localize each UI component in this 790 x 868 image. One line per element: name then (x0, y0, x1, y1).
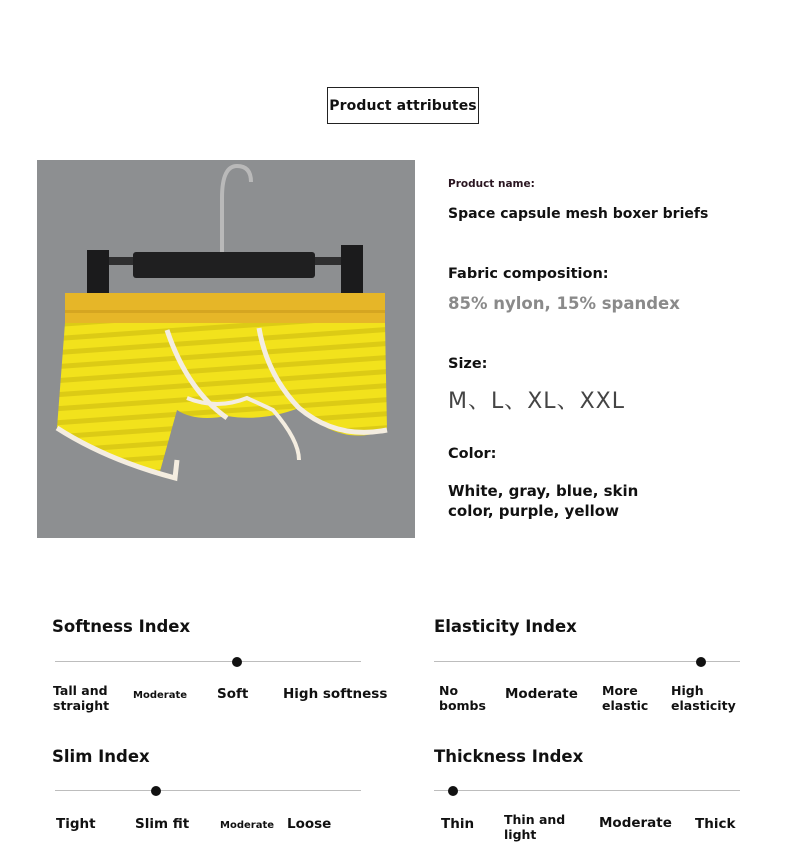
thickness-label-1: Thin (441, 816, 475, 832)
softness-label-1: Tall and straight (53, 683, 110, 713)
elasticity-label-2: Moderate (505, 686, 578, 702)
elasticity-label-4: High elasticity (671, 683, 736, 713)
size-value: M、L、XL、XXL (448, 389, 625, 414)
fabric-label: Fabric composition: (448, 266, 609, 282)
thickness-label-3: Moderate (599, 815, 672, 831)
slim-label-4: Loose (287, 816, 332, 832)
thickness-index-marker (448, 786, 458, 796)
slim-label-2: Slim fit (135, 816, 190, 832)
slim-index-track (55, 790, 361, 791)
fabric-value: 85% nylon, 15% spandex (448, 294, 680, 313)
slim-index-title: Slim Index (52, 747, 150, 766)
thickness-index-track (434, 790, 740, 791)
elasticity-index-track (434, 661, 740, 662)
product-illustration (37, 160, 415, 538)
slim-label-3: Moderate (220, 820, 275, 831)
softness-index-marker (232, 657, 242, 667)
slim-index-marker (151, 786, 161, 796)
thickness-index-title: Thickness Index (434, 747, 584, 766)
color-label: Color: (448, 446, 497, 462)
elasticity-label-1: No bombs (439, 683, 486, 713)
color-value: White, gray, blue, skin color, purple, yellow (448, 482, 639, 520)
elasticity-label-3: More elastic (602, 683, 649, 713)
product-photo (37, 160, 415, 538)
softness-label-3: Soft (217, 686, 249, 702)
product-name-label: Product name: (448, 178, 535, 190)
elasticity-index-title: Elasticity Index (434, 617, 577, 636)
section-title: Product attributes (327, 87, 479, 124)
elasticity-index-marker (696, 657, 706, 667)
softness-index-track (55, 661, 361, 662)
product-name-value: Space capsule mesh boxer briefs (448, 206, 709, 222)
size-label: Size: (448, 356, 488, 372)
softness-index-title: Softness Index (52, 617, 191, 636)
softness-label-4: High softness (283, 686, 388, 702)
slim-label-1: Tight (56, 816, 96, 832)
thickness-label-4: Thick (695, 816, 736, 832)
thickness-label-2: Thin and light (504, 812, 566, 842)
softness-label-2: Moderate (133, 690, 188, 701)
